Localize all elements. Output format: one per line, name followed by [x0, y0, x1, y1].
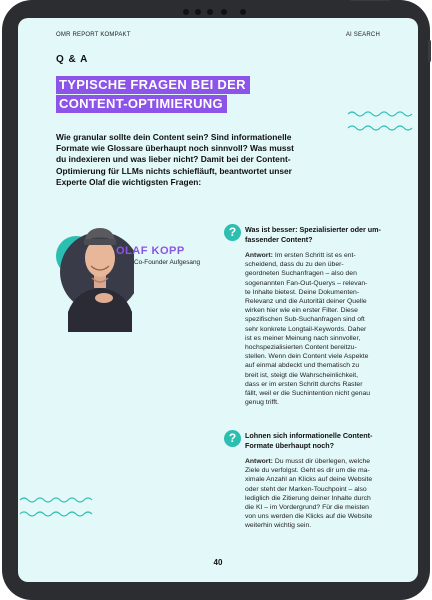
answer-line: scheidend, dass du zu den über- [245, 261, 344, 269]
answer-line: genug trifft. [245, 399, 279, 407]
answer-line: dass er im ersten Schritt durchs Raster [245, 380, 363, 388]
running-header-right: AI SEARCH [345, 32, 380, 38]
tablet-frame [2, 0, 430, 600]
expert-role: Co-Founder Aufgesang [134, 259, 201, 266]
section-kicker: Q & A [56, 54, 89, 65]
question-line: fassender Content? [245, 234, 313, 244]
question-line: Lohnen sich informationelle Content- [245, 431, 373, 440]
question-line: Was ist besser: Spezialisierter oder um- [245, 225, 381, 234]
expert-name: OLAF KOPP [116, 245, 185, 257]
answer-line: von uns werden die Klicks auf die Website [245, 513, 373, 521]
page [18, 18, 418, 582]
camera-icon [183, 9, 189, 15]
page-number: 40 [213, 558, 223, 567]
answer-line: lediglich die Zitierung deiner Inhalte durch [245, 494, 371, 502]
answer-line: geordneten Suchanfragen – also den [245, 270, 357, 278]
answer-line: Ziele du verfolgst. Geht es dir um die ma- [245, 467, 370, 475]
intro-line: Formate wie Glossare überhaupt noch sinnvoll? Was musst [56, 143, 294, 154]
running-header-left: OMR REPORT KOMPAKT [56, 32, 131, 38]
intro-line: Experte Olaf die wichtigsten Fragen: [56, 176, 202, 187]
answer-line: sogenannten Fan-Out-Querys – relevan- [245, 279, 368, 287]
answer-label: Antwort: [245, 458, 273, 465]
answer-label: Antwort: [245, 252, 273, 259]
answer-line: spezifischen Sub-Suchanfragen sind oft [245, 316, 365, 324]
answer-line: breit ist, steigt die Wahrscheinlichkeit, [245, 371, 359, 379]
answer-line: wirken hier wie ein erster Filter. Diese [245, 307, 358, 315]
expert-portrait [54, 212, 134, 332]
camera-icon [240, 9, 246, 15]
camera-icon [207, 9, 213, 15]
intro-line: Optimierung für LLMs nichts schiefläuft, beantwortet unser [56, 165, 292, 176]
answer-line: oder steht der Marken-Touchpoint – also [245, 485, 367, 493]
answer-line: sehr konkrete Longtail-Keywords. Daher [245, 325, 367, 333]
answer-line: hochspezialisierten Content bereitzu- [245, 344, 357, 352]
wave-decoration [346, 108, 416, 134]
question-heading [245, 225, 395, 244]
camera-icon [195, 9, 201, 15]
wave-decoration [18, 494, 98, 520]
answer-paragraph [245, 457, 399, 531]
intro-line: du indexieren und was lieber nicht? Damit bei der Content- [56, 154, 291, 165]
question-line: Formate überhaupt noch? [245, 440, 335, 450]
answer-line: die KI – im Vordergrund? Für die meisten [245, 504, 369, 512]
answer-paragraph [245, 251, 399, 407]
answer-line: fällt, weil er die Suchintention nicht genau [245, 390, 371, 398]
question-icon: ? [224, 430, 241, 447]
answer-line: Im ersten Schritt ist es ent- [274, 252, 356, 259]
page-title-line: CONTENT-OPTIMIERUNG [56, 95, 227, 113]
intro-paragraph [56, 132, 306, 188]
page-title-line: TYPISCHE FRAGEN BEI DER [56, 76, 250, 94]
question-heading [245, 431, 395, 450]
answer-line: te Inhalte bietest. Deine Dokumenten- [245, 288, 360, 296]
top-button [350, 0, 390, 1]
camera-icon [221, 9, 227, 15]
answer-line: stellen. Wenn dein Content viele Aspekte [245, 353, 369, 361]
answer-line: ist es meiner Meinung nach sinnvoller, [245, 334, 361, 342]
answer-line: auf einmal abdeckt und thematisch zu [245, 362, 360, 370]
intro-line: Wie granular sollte dein Content sein? Sind informationelle [56, 132, 292, 142]
answer-line: Du musst dir überlegen, welche [274, 458, 371, 465]
answer-line: ximale Anzahl an Klicks auf deine Website [245, 476, 373, 484]
answer-line: Relevanz und die Autorität deiner Quelle [245, 298, 367, 306]
answer-line: weiterhin wichtig sein. [245, 522, 312, 530]
question-icon: ? [224, 224, 241, 241]
side-button [428, 40, 431, 62]
